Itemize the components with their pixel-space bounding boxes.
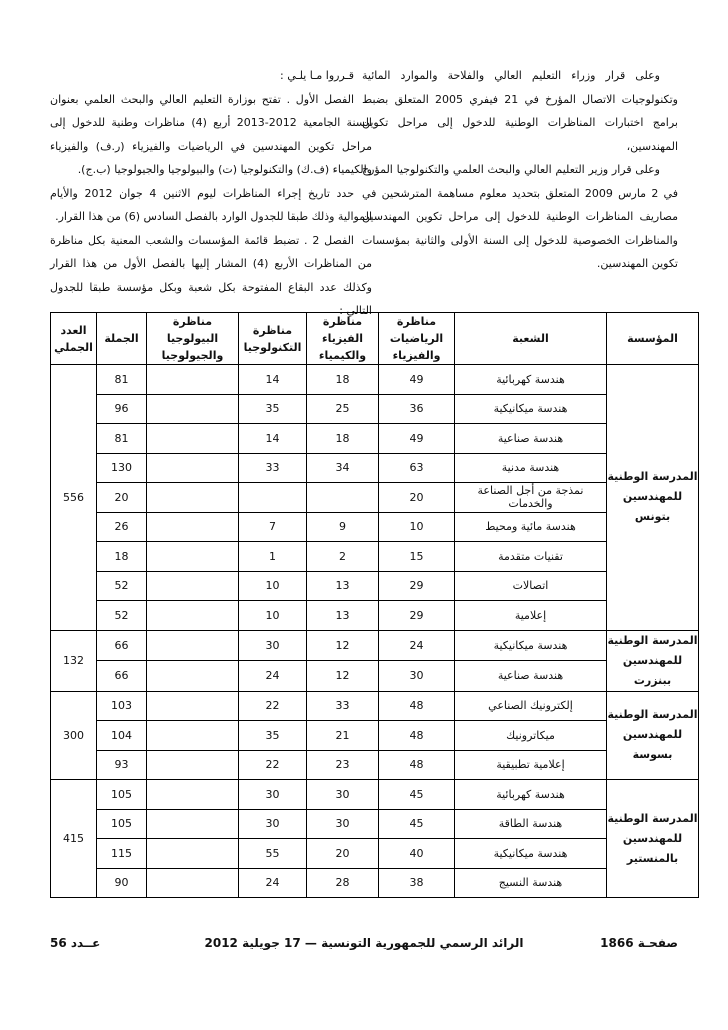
institution-cell: المدرسة الوطنية للمهندسين بسوسة	[607, 691, 699, 780]
subtotal-cell: 66	[97, 630, 147, 661]
branch-cell: إلكترونيك الصناعي	[455, 691, 607, 721]
paragraph: الفصل 2 . تضبط قائمة المؤسسات والشعب المعنية بكل مناظرة من المناظرات الأربع (4) المشار إليها بالفصل الأول من هذا القرار وكذلك عدد البقاع المفتوحة بكل شعبة وبكل مؤسسة طبقا للجدول التالي :	[50, 233, 372, 317]
math-physics-cell: 29	[379, 601, 455, 631]
table-row	[51, 780, 699, 810]
subtotal-cell: 103	[97, 691, 147, 721]
table-row	[51, 839, 699, 869]
math-physics-cell: 48	[379, 750, 455, 780]
table-row	[51, 630, 699, 661]
table-row	[51, 542, 699, 572]
technology-cell: 14	[239, 424, 307, 454]
header-physics-chemistry: مناظرة الفيزياء والكيمياء	[307, 313, 379, 365]
physics-chemistry-cell: 23	[307, 750, 379, 780]
biology-geology-cell	[147, 542, 239, 572]
subtotal-cell: 130	[97, 453, 147, 483]
biology-geology-cell	[147, 512, 239, 542]
technology-cell: 30	[239, 630, 307, 661]
branch-cell: هندسة مدنية	[455, 453, 607, 483]
biology-geology-cell	[147, 691, 239, 721]
subtotal-cell: 26	[97, 512, 147, 542]
footer-issue-number: عــدد 56	[50, 936, 101, 950]
branch-cell: ميكاترونيك	[455, 721, 607, 751]
subtotal-cell: 18	[97, 542, 147, 572]
branch-cell: هندسة ميكانيكية	[455, 394, 607, 424]
technology-cell: 1	[239, 542, 307, 572]
physics-chemistry-cell: 18	[307, 424, 379, 454]
group-total-cell: 132	[51, 630, 97, 691]
subtotal-cell: 52	[97, 571, 147, 601]
biology-geology-cell	[147, 750, 239, 780]
table-row	[51, 483, 699, 513]
physics-chemistry-cell: 34	[307, 453, 379, 483]
table-row	[51, 601, 699, 631]
table-row	[51, 750, 699, 780]
table-row	[51, 868, 699, 898]
subtotal-cell: 66	[97, 661, 147, 692]
footer-gazette-title: الرائد الرسمي للجمهورية التونسية — 17 جويلية 2012	[204, 936, 524, 950]
technology-cell: 55	[239, 839, 307, 869]
physics-chemistry-cell: 12	[307, 661, 379, 692]
math-physics-cell: 10	[379, 512, 455, 542]
institution-cell: المدرسة الوطنية للمهندسين بتونس	[607, 365, 699, 631]
physics-chemistry-cell	[307, 483, 379, 513]
biology-geology-cell	[147, 661, 239, 692]
branch-cell: تقنيات متقدمة	[455, 542, 607, 572]
math-physics-cell: 40	[379, 839, 455, 869]
right-text-column	[362, 64, 678, 276]
group-total-cell: 556	[51, 365, 97, 631]
technology-cell: 10	[239, 601, 307, 631]
biology-geology-cell	[147, 601, 239, 631]
physics-chemistry-cell: 21	[307, 721, 379, 751]
biology-geology-cell	[147, 868, 239, 898]
subtotal-cell: 105	[97, 809, 147, 839]
physics-chemistry-cell: 13	[307, 571, 379, 601]
subtotal-cell: 20	[97, 483, 147, 513]
table-row	[51, 394, 699, 424]
math-physics-cell: 49	[379, 424, 455, 454]
paragraph: حدد تاريخ إجراء المناظرات ليوم الاثنين 4 جوان 2012 والأيام الموالية وذلك طبقا للجدول الوارد بالفصل السادس (6) من هذا القرار.	[50, 186, 372, 223]
math-physics-cell: 29	[379, 571, 455, 601]
header-math-physics: مناظرة الرياضيات والفيزياء	[379, 313, 455, 365]
page-footer	[50, 936, 678, 954]
branch-cell: هندسة ميكانيكية	[455, 839, 607, 869]
seats-table	[50, 312, 699, 898]
biology-geology-cell	[147, 809, 239, 839]
technology-cell: 22	[239, 691, 307, 721]
group-total-cell: 300	[51, 691, 97, 780]
math-physics-cell: 45	[379, 809, 455, 839]
header-branch: الشعبة	[455, 313, 607, 365]
table-row	[51, 512, 699, 542]
branch-cell: إعلامية تطبيقية	[455, 750, 607, 780]
table-row	[51, 424, 699, 454]
header-institution: المؤسسة	[607, 313, 699, 365]
biology-geology-cell	[147, 365, 239, 395]
paragraph: وعلى قرار وزراء التعليم العالي والفلاحة والموارد المائية وتكنولوجيات الاتصال المؤرخ في 21 فيفري 2005 المتعلق بضبط برامج اختبارات المناظرات الوطنية للدخول إلى مراحل تكوين المهندسين،	[362, 69, 678, 153]
paragraph: الفصل الأول . تفتح بوزارة التعليم العالي والبحث العلمي بعنوان السنة الجامعية 2012-2013 أربع (4) مناظرات وطنية للدخول إلى مراحل تكوين المهندسين في الرياضيات والفيزياء (ر.ف) والفيزياء والكيمياء (ف.ك) والتكنولوجيا (ت) والبيولوجيا والجيولوجيا (ب.ج).	[50, 92, 372, 176]
technology-cell: 35	[239, 394, 307, 424]
biology-geology-cell	[147, 780, 239, 810]
math-physics-cell: 20	[379, 483, 455, 513]
biology-geology-cell	[147, 630, 239, 661]
physics-chemistry-cell: 33	[307, 691, 379, 721]
math-physics-cell: 49	[379, 365, 455, 395]
technology-cell: 14	[239, 365, 307, 395]
subtotal-cell: 93	[97, 750, 147, 780]
math-physics-cell: 38	[379, 868, 455, 898]
table-row	[51, 453, 699, 483]
math-physics-cell: 30	[379, 661, 455, 692]
table-row	[51, 661, 699, 692]
header-total: العدد الجملي	[51, 313, 97, 365]
physics-chemistry-cell: 18	[307, 365, 379, 395]
branch-cell: هندسة النسيج	[455, 868, 607, 898]
technology-cell: 22	[239, 750, 307, 780]
biology-geology-cell	[147, 394, 239, 424]
subtotal-cell: 105	[97, 780, 147, 810]
technology-cell: 7	[239, 512, 307, 542]
footer-page-number: صفحـة 1866	[600, 936, 678, 950]
group-total-cell: 415	[51, 780, 97, 898]
institution-cell: المدرسة الوطنية للمهندسين بالمنستير	[607, 780, 699, 898]
branch-cell: هندسة كهربائية	[455, 365, 607, 395]
decision-heading: قـرروا مـا يلـي :	[280, 69, 354, 82]
technology-cell: 10	[239, 571, 307, 601]
math-physics-cell: 48	[379, 691, 455, 721]
biology-geology-cell	[147, 721, 239, 751]
branch-cell: اتصالات	[455, 571, 607, 601]
physics-chemistry-cell: 9	[307, 512, 379, 542]
header-technology: مناظرة التكنولوجيا	[239, 313, 307, 365]
branch-cell: هندسة ميكانيكية	[455, 630, 607, 661]
technology-cell: 33	[239, 453, 307, 483]
physics-chemistry-cell: 20	[307, 839, 379, 869]
branch-cell: هندسة مائية ومحيط	[455, 512, 607, 542]
physics-chemistry-cell: 30	[307, 780, 379, 810]
math-physics-cell: 15	[379, 542, 455, 572]
physics-chemistry-cell: 13	[307, 601, 379, 631]
math-physics-cell: 48	[379, 721, 455, 751]
technology-cell	[239, 483, 307, 513]
physics-chemistry-cell: 25	[307, 394, 379, 424]
biology-geology-cell	[147, 571, 239, 601]
branch-cell: نمذجة من أجل الصناعة والخدمات	[455, 483, 607, 513]
header-subtotal: الجملة	[97, 313, 147, 365]
table-row	[51, 571, 699, 601]
technology-cell: 30	[239, 780, 307, 810]
institution-cell: المدرسة الوطنية للمهندسين ببنزرت	[607, 630, 699, 691]
math-physics-cell: 45	[379, 780, 455, 810]
biology-geology-cell	[147, 839, 239, 869]
physics-chemistry-cell: 12	[307, 630, 379, 661]
branch-cell: إعلامية	[455, 601, 607, 631]
physics-chemistry-cell: 2	[307, 542, 379, 572]
physics-chemistry-cell: 28	[307, 868, 379, 898]
subtotal-cell: 81	[97, 365, 147, 395]
paragraph: وعلى قرار وزير التعليم العالي والبحث العلمي والتكنولوجيا المؤرخ في 2 مارس 2009 المتعلق بتحديد معلوم مساهمة المترشحين في مصاريف المناظرات الوطنية للدخول إلى مراحل تكوين المهندسين والمناظرات الخصوصية للدخول إلى السنة الأولى والثانية بمؤسسات تكوين المهندسين.	[362, 163, 678, 270]
table-body	[51, 365, 699, 898]
subtotal-cell: 96	[97, 394, 147, 424]
subtotal-cell: 115	[97, 839, 147, 869]
table-row	[51, 809, 699, 839]
biology-geology-cell	[147, 453, 239, 483]
branch-cell: هندسة الطاقة	[455, 809, 607, 839]
table-header-row	[51, 313, 699, 365]
subtotal-cell: 90	[97, 868, 147, 898]
subtotal-cell: 104	[97, 721, 147, 751]
subtotal-cell: 52	[97, 601, 147, 631]
table-row	[51, 365, 699, 395]
biology-geology-cell	[147, 483, 239, 513]
math-physics-cell: 63	[379, 453, 455, 483]
technology-cell: 24	[239, 661, 307, 692]
left-text-column	[50, 64, 372, 323]
branch-cell: هندسة صناعية	[455, 424, 607, 454]
physics-chemistry-cell: 30	[307, 809, 379, 839]
table-row	[51, 691, 699, 721]
math-physics-cell: 36	[379, 394, 455, 424]
technology-cell: 24	[239, 868, 307, 898]
technology-cell: 35	[239, 721, 307, 751]
table-row	[51, 721, 699, 751]
branch-cell: هندسة صناعية	[455, 661, 607, 692]
header-biology-geology: مناظرة البيولوجيا والجيولوجيا	[147, 313, 239, 365]
biology-geology-cell	[147, 424, 239, 454]
technology-cell: 30	[239, 809, 307, 839]
branch-cell: هندسة كهربائية	[455, 780, 607, 810]
subtotal-cell: 81	[97, 424, 147, 454]
math-physics-cell: 24	[379, 630, 455, 661]
